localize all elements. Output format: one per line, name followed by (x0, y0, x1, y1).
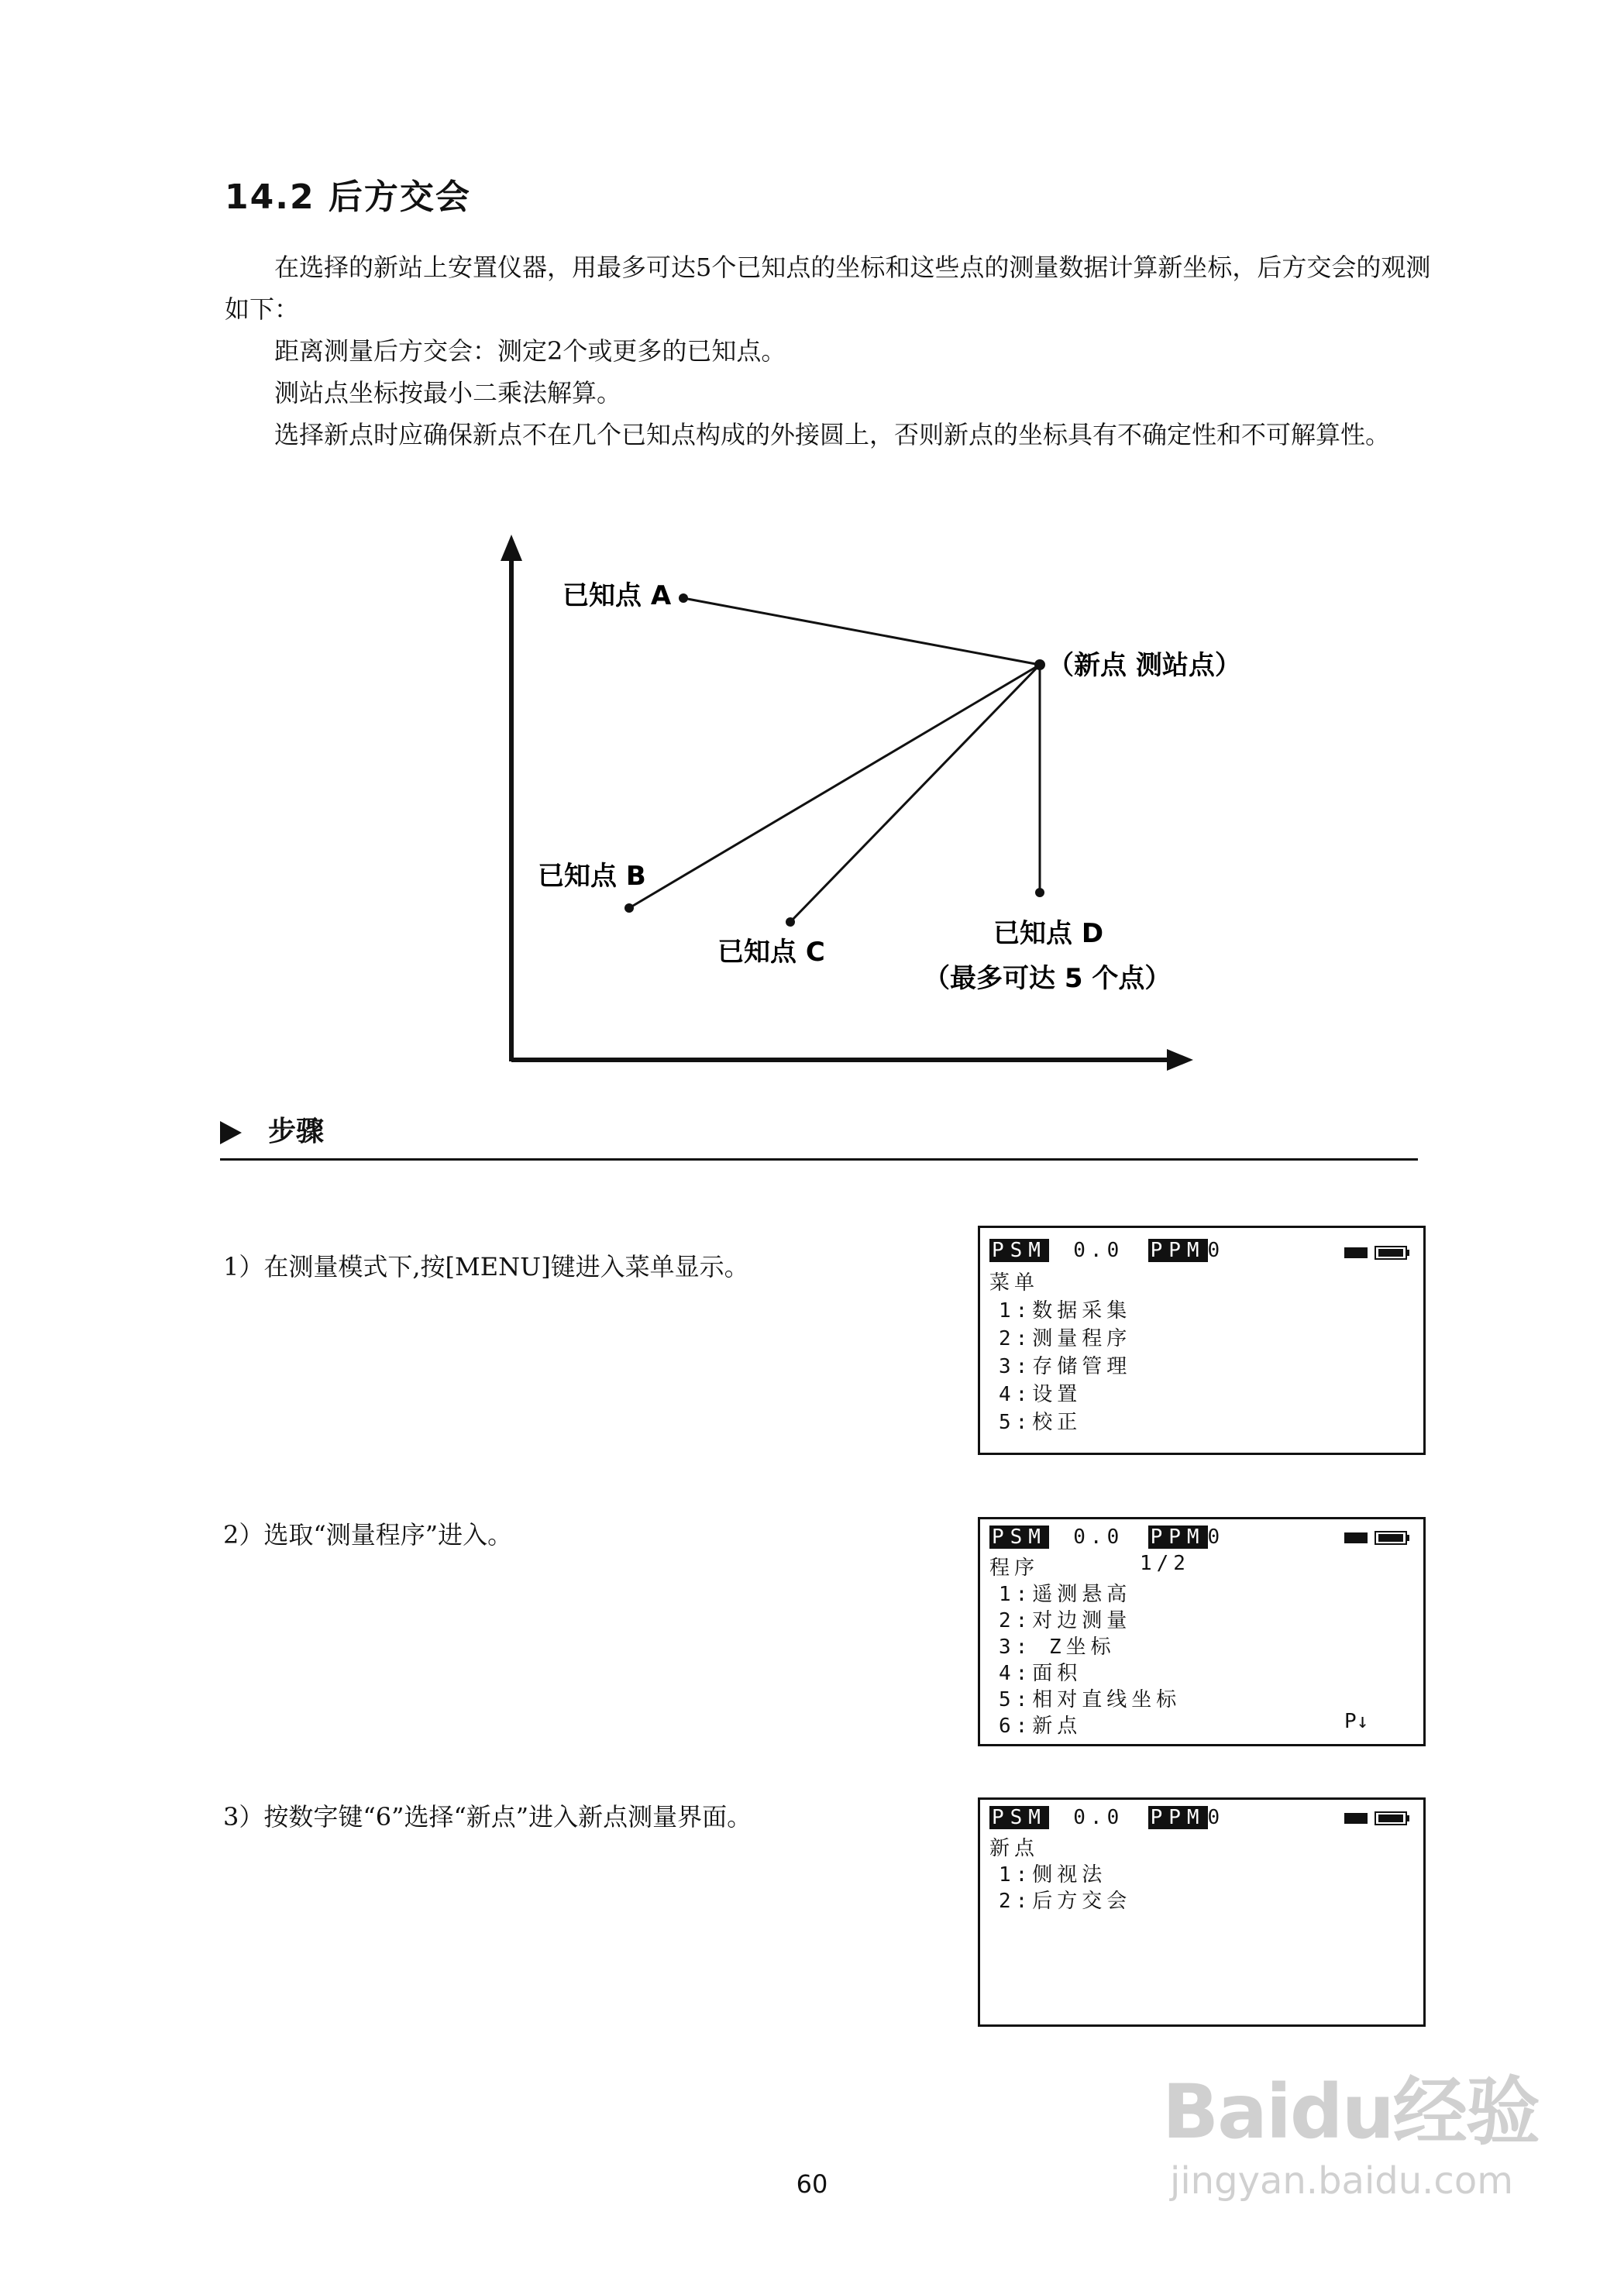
psm-value: 0.0 (1073, 1526, 1124, 1549)
steps-divider (220, 1158, 1418, 1161)
program-item-area[interactable]: 4:面积 (999, 1662, 1082, 1685)
label-point-c: 已知点 C (717, 937, 825, 968)
point-c-marker (786, 917, 795, 927)
screen-status-line (989, 1239, 1220, 1262)
page-down-indicator[interactable]: P↓ (1344, 1710, 1369, 1733)
ppm-badge: PPM (1148, 1239, 1208, 1262)
menu-item-settings[interactable]: 4:设置 (999, 1383, 1082, 1406)
program-item-relative-line[interactable]: 5:相对直线坐标 (999, 1688, 1182, 1711)
station-marker (1034, 659, 1045, 670)
program-item-missing-line[interactable]: 2:对边测量 (999, 1609, 1132, 1632)
point-d-marker (1035, 888, 1044, 897)
intro-text (225, 246, 1433, 456)
psm-badge: PSM (989, 1806, 1049, 1829)
menu-item-data-collect[interactable]: 1:数据采集 (999, 1299, 1132, 1323)
ppm-badge: PPM (1148, 1526, 1208, 1549)
ppm-value: 0 (1207, 1239, 1220, 1262)
play-triangle-icon (220, 1121, 242, 1144)
intro-paragraph-2: 距离测量后方交会：测定2个或更多的已知点。 (274, 336, 786, 366)
label-point-d: 已知点 D (993, 918, 1104, 949)
page-number: 60 (796, 2169, 828, 2199)
x-axis-arrow (1167, 1049, 1193, 1071)
label-point-a: 已知点 A (563, 580, 672, 611)
intro-paragraph-1: 在选择的新站上安置仪器，用最多可达5个已知点的坐标和这些点的测量数据计算新坐标，后方交会的观测如下： (225, 253, 1431, 324)
psm-value: 0.0 (1073, 1239, 1124, 1262)
ppm-badge: PPM (1148, 1806, 1208, 1829)
psm-badge: PSM (989, 1526, 1049, 1549)
program-item-z-coordinate[interactable]: 3: Z坐标 (999, 1636, 1116, 1659)
intro-paragraph-4: 选择新点时应确保新点不在几个已知点构成的外接圆上，否则新点的坐标具有不确定性和不可解算性。 (274, 420, 1391, 449)
watermark-logo: Baidu经验 (1162, 2069, 1539, 2155)
steps-heading-label: 步骤 (268, 1116, 325, 1147)
line-c-station (790, 665, 1040, 922)
label-point-b: 已知点 B (538, 861, 646, 892)
label-station: （新点 测站点） (1048, 650, 1241, 681)
step-3-screen (978, 1797, 1426, 2027)
step-1-screen (978, 1226, 1426, 1455)
newpoint-item-side-shot[interactable]: 1:侧视法 (999, 1863, 1107, 1887)
screen-status-line (989, 1806, 1220, 1829)
step-3-text: 3）按数字键“6”选择“新点”进入新点测量界面。 (223, 1802, 752, 1832)
battery-icon (1344, 1811, 1411, 1826)
baidu-watermark (1162, 2053, 1539, 2203)
screen-status-line (989, 1526, 1220, 1549)
menu-item-memory[interactable]: 3:存储管理 (999, 1355, 1132, 1378)
section-title: 14.2 后方交会 (225, 177, 471, 217)
step-2-text: 2）选取“测量程序”进入。 (223, 1520, 513, 1550)
screen-title: 菜单 (989, 1271, 1040, 1295)
line-b-station (629, 665, 1040, 908)
steps-heading (220, 1109, 324, 1149)
menu-item-programs[interactable]: 2:测量程序 (999, 1327, 1132, 1350)
psm-badge: PSM (989, 1239, 1049, 1262)
newpoint-item-resection[interactable]: 2:后方交会 (999, 1890, 1132, 1913)
step-2-screen (978, 1517, 1426, 1746)
ppm-value: 0 (1207, 1806, 1220, 1829)
battery-icon (1344, 1245, 1411, 1261)
step-1-text: 1）在测量模式下,按[MENU]键进入菜单显示。 (223, 1252, 749, 1281)
label-max-points: （最多可达 5 个点） (924, 963, 1172, 994)
intro-paragraph-3: 测站点坐标按最小二乘法解算。 (274, 378, 622, 408)
screen-page-indicator: 1/2 (1140, 1552, 1190, 1575)
y-axis-arrow (501, 535, 522, 561)
psm-value: 0.0 (1073, 1806, 1124, 1829)
line-a-station (683, 598, 1040, 665)
watermark-url: jingyan.baidu.com (1170, 2159, 1513, 2203)
point-a-marker (679, 593, 688, 603)
battery-icon (1344, 1530, 1411, 1546)
screen-title: 程序 (989, 1556, 1040, 1580)
program-item-new-point[interactable]: 6:新点 (999, 1715, 1082, 1738)
program-item-remote-height[interactable]: 1:遥测悬高 (999, 1583, 1132, 1606)
point-b-marker (624, 903, 634, 913)
resection-diagram (465, 535, 1241, 1092)
ppm-value: 0 (1207, 1526, 1220, 1549)
menu-item-calibration[interactable]: 5:校正 (999, 1411, 1082, 1434)
screen-title: 新点 (989, 1837, 1040, 1860)
